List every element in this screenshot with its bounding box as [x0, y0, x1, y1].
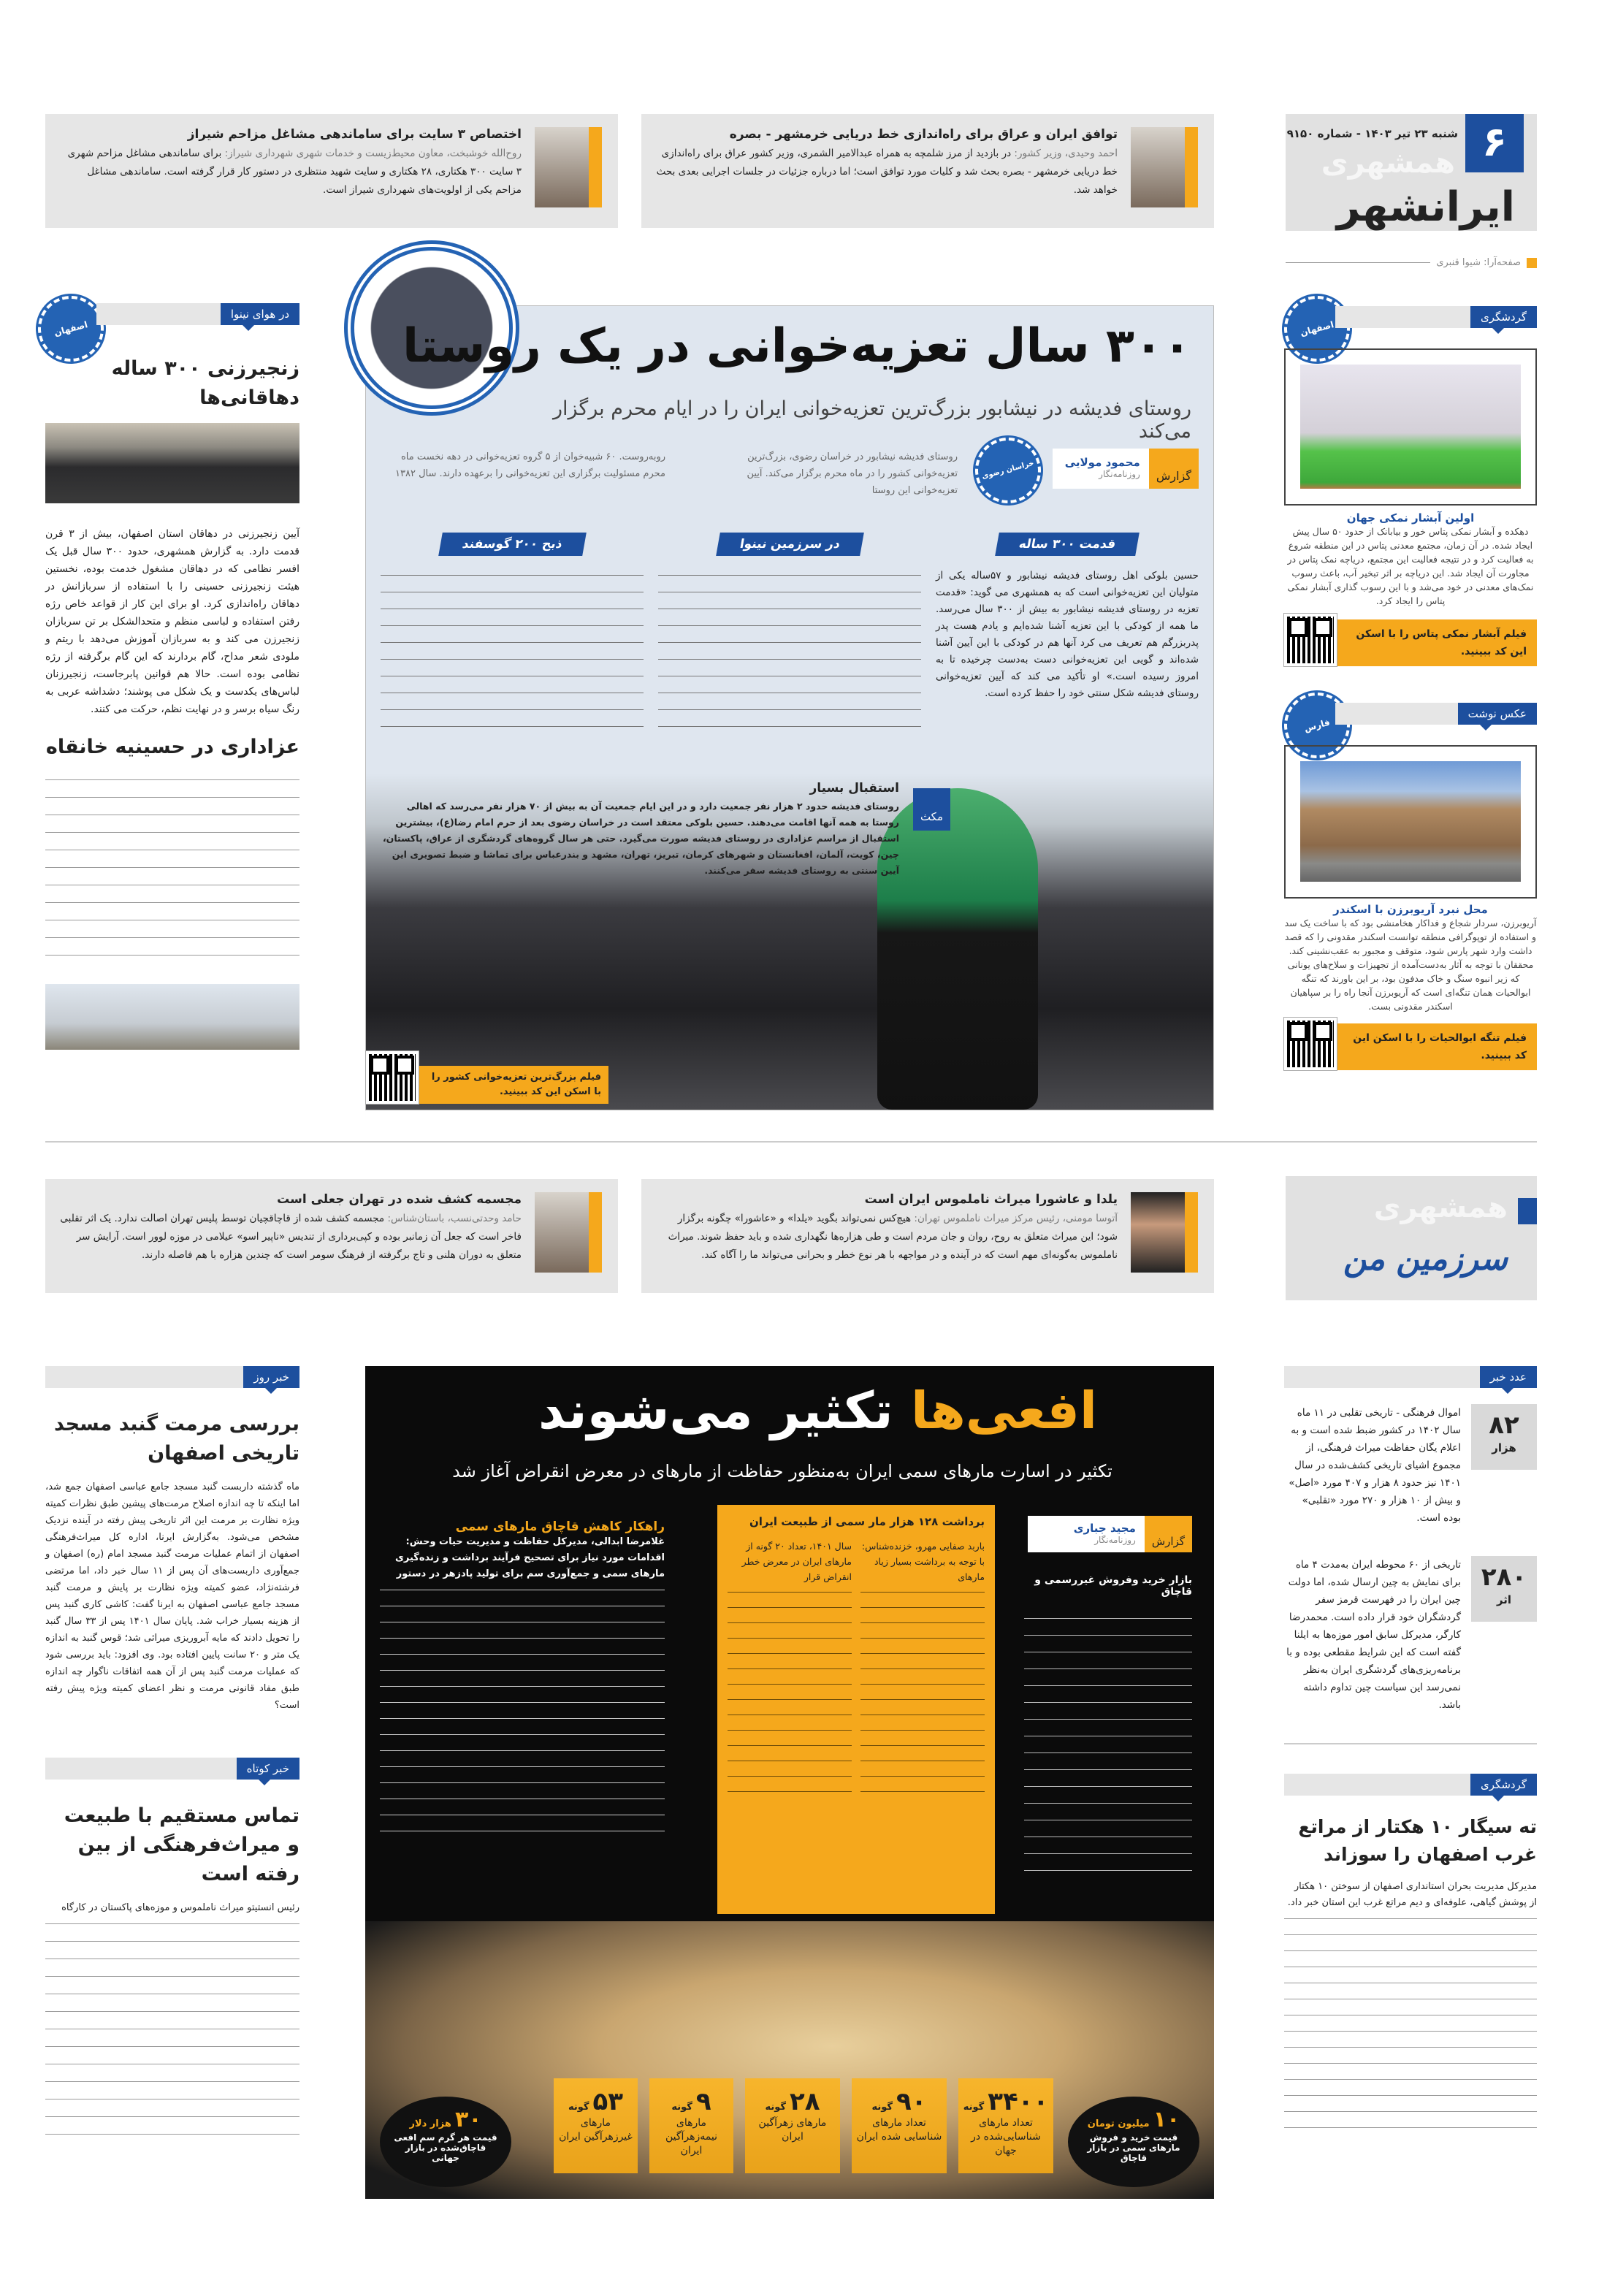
qr-caption-block [366, 1051, 608, 1104]
author-name: مجید جباری [1073, 1522, 1136, 1535]
section-body [658, 568, 921, 736]
main-headline: ۳۰۰ سال تعزیه‌خوانی در یک روستا [402, 319, 1191, 373]
sidebar-box [381, 781, 950, 879]
intro-text-2: روبه‌روست. ۶۰ شبیه‌خوان از ۵ گروه تعزیه‌خوانی در دهه نخست ماه محرم مسئولیت برگزاری این تعزیه‌خوانی را برعهده دارند. سال ۱۳۸۲ [395, 451, 665, 479]
stat-value: ۹ [695, 2087, 711, 2116]
section-heading: در سرزمین نینوا [716, 533, 864, 556]
quote-box-vahdati [45, 1179, 618, 1293]
box-title: برداشت ۱۲۸ هزار مار سمی از طبیعت ایران [749, 1515, 985, 1528]
issue-date: شنبه ۲۳ تیر ۱۴۰۳ - شماره ۹۱۵۰ [1286, 127, 1458, 140]
section-tag-bar [1335, 703, 1537, 725]
section-body [381, 568, 644, 736]
layout-credit-text: صفحه‌آرا: شیوا قنبری [1436, 257, 1521, 268]
page-divider [45, 1141, 1537, 1143]
stat-box [649, 2078, 733, 2173]
number-value: ۲۸۰ [1481, 1563, 1527, 1592]
section-tag-bar [1335, 306, 1537, 328]
report-tag: گزارش [1149, 449, 1199, 489]
section-tag: عکس نوشت [1458, 703, 1537, 725]
quote-title: اختصاص ۳ سایت برای ساماندهی مشاغل مزاحم شیراز [187, 127, 522, 142]
article-title: ته سیگار ۱۰ هکتار از مراتع غرب اصفهان را سوزاند [1298, 1816, 1537, 1865]
quote-box-vahidi [641, 114, 1214, 228]
article-title: بررسی مرمت گنبد مسجد تاریخی اصفهان [54, 1413, 299, 1465]
stat-label: مارهای غیرزهرآگین ایران [559, 2117, 633, 2143]
section-tag: عدد خبر [1480, 1366, 1537, 1388]
number-unit: اثر [1496, 1593, 1512, 1606]
section-nineveh [658, 533, 921, 736]
right-column-2 [1284, 1366, 1537, 2130]
section-tag: در هوای نینوا [221, 303, 299, 325]
price-unit: هزار دلار [409, 2118, 451, 2129]
headline-accent: افعی‌ها [911, 1381, 1097, 1441]
section-tag: گردشگری [1470, 1774, 1537, 1796]
quote-source: حامد وحدتی‌نسب، باستان‌شناس: [387, 1213, 522, 1224]
quote-source: آتوسا مومنی، رئیس مرکز میراث ناملموس تهران: [914, 1213, 1118, 1224]
paper-logo: همشهری [1373, 1191, 1508, 1224]
stat-label: تعداد مارهای شناسایی‌شده در جهان [971, 2117, 1041, 2156]
quote-title: توافق ایران و عراق برای راه‌اندازی خط دریایی خرمشهر - بصره [729, 127, 1118, 142]
stat-label: مارهای زهرآگین ایران [758, 2117, 827, 2143]
article-body: مدیرکل مدیریت بحران استانداری اصفهان از سوختن ۱۰ هکتار از پوشش گیاهی، علوفه‌ای و دیم مراتع غرب این استان خبر داد. [1287, 1881, 1537, 1908]
masthead [1286, 114, 1537, 231]
stat-value: ۹۰ [896, 2087, 927, 2116]
quote-title: یلدا و عاشورا میراث ناملموس ایران است [864, 1192, 1118, 1207]
portrait-photo [535, 1192, 602, 1273]
province-stamp: اصفهان [31, 289, 111, 369]
article-body-2 [45, 772, 299, 969]
qr-caption: فیلم آبشار نمکی پتاس را با اسکن این کد ببینید. [1337, 619, 1537, 666]
stats-row [554, 2078, 1053, 2173]
box-text: روستای فدیشه حدود ۲ هزار نفر جمعیت دارد و در این ایام جمعیت آن به بیش از ۷۰ هزار نفر می‌رسد که اهالی روستا به همه آنها اقامت می‌دهند. حسین بلوکی معتقد است در خراسان رضوی بعد از حرم امام رضا(ع)، بیشترین استقبال از مراسم عزاداری در روستای فدیشه صورت می‌گیرد. حتی هر سال گروه‌های گردشگری از عراق، پاکستان، چین، کویت، آلمان، افغانستان و شهرهای کرمان، تبریز، تهران، مشهد و بندرعباس برای تماشا و ضبط تصویری این آیین سنتی به روستای فدیشه سفر می‌کنند. [382, 801, 899, 876]
lead-body [1024, 1611, 1192, 1874]
photo-frame [1284, 745, 1537, 899]
paper-logo: همشهری [1321, 146, 1455, 180]
brand-mark [1518, 1198, 1537, 1224]
quote-text: برای ساماندهی مشاغل مزاحم شهری ۳ سایت ۳۰۰ هکتاری، ۲۸ هکتاری و سایت شهید منتظری در دستور کار قرار گرفته است. ساماندهی مشاغل مزاحم یکی از اولویت‌های شهرداری شیراز است. [67, 148, 522, 196]
salt-waterfall-photo [1300, 365, 1521, 489]
section-tag: خبر کوتاه [237, 1758, 299, 1780]
section-tag-bar [45, 1366, 299, 1388]
section-tag-bar [45, 1758, 299, 1780]
quote-source: احمد وحیدی، وزیر کشور: [1014, 148, 1118, 159]
article-body-continued [1284, 1911, 1537, 2130]
qr-code[interactable] [366, 1051, 419, 1104]
number-box [1471, 1556, 1537, 1622]
section-heading: قدمت ۳۰۰ ساله [995, 533, 1140, 556]
qr-caption: فیلم بزرگ‌ترین تعزیه‌خوانی کشور را با اسکن این کد ببینید. [419, 1066, 608, 1104]
mountain-pass-photo [1300, 761, 1521, 882]
byline [1053, 449, 1199, 489]
section-tag-bar [1284, 1774, 1537, 1796]
section-logo: ایرانشهر [1336, 183, 1515, 231]
left-column-1 [45, 303, 299, 1050]
article-body: آریوبرزن، سردار شجاع و فداکار هخامنشی بود که با ساخت یک سد و استفاده از توپوگرافی منطقه توانست اسکندر مقدونی را که قصد داشت وارد شهر پارس شود، متوقف و مجبور به عقب‌نشینی کند. محققان با توجه به آثار به‌دست‌آمده از تجهیزات و سلاح‌های یونانی که زیر انبوه سنگ و خاک مدفون بود، بر این باورند که تنگه ابوالحیات همان تنگه‌ای است که آریوبرزن آنجا راه را بر سپاهیان اسکندر مقدونی بست. [1284, 918, 1537, 1012]
quote-text: مجسمه کشف شده از قاچاقچیان توسط پلیس تهران اصالت ندارد. یک اثر تقلبی فاخر است که جعل آن زمانبر بوده و کپی‌برداری از تندیس «ناپیر اسو» عیلامی در موزه لوور است. آرایش سر متعلق به دوران هلنی و تاج برگرفته از فرهنگ سومر است که چندین هزاره با هم فاصله دارند. [60, 1213, 522, 1261]
section-tag-bar [1284, 1366, 1537, 1388]
article-body-continued [45, 1916, 299, 2135]
main-subtitle: روستای فدیشه در نیشابور بزرگ‌ترین تعزیه‌خوانی ایران را در ایام محرم برگزار می‌کند [552, 397, 1191, 443]
section-tag: خبر روز [243, 1366, 299, 1388]
flags-photo [45, 984, 299, 1050]
number-text: اموال فرهنگی - تاریخی تقلبی در ۱۱ ماه سال ۱۴۰۲ در کشور ضبط شده است و به اعلام یگان حفاظت میراث فرهنگی، از مجموع اشیای تاریخی کشف‌شده در سال ۱۴۰۱ نیز حدود ۸ هزار و ۴۰۷ مورد «اصل» و بیش از ۱۰ هزار و ۲۷۰ مورد «تقلبی» بوده است. [1289, 1407, 1461, 1524]
qr-caption-block [1284, 614, 1537, 666]
qr-caption: فیلم تنگه ابوالحیات را با اسکن این کد ببینید. [1337, 1023, 1537, 1070]
quote-box-momeni [641, 1179, 1214, 1293]
box-col-2: سال ۱۴۰۱، تعداد ۲۰ گونه از مارهای ایران در معرض خطر انقراض قرار [741, 1541, 852, 1582]
snake-subtitle: تکثیر در اسارت مارهای سمی ایران به‌منظور حفاظت از مارهای در معرض انقراض آغاز شد [452, 1461, 1112, 1481]
stat-unit: گونه [568, 2102, 589, 2113]
section-body: حسین بلوکی اهل روستای فدیشه نیشابور و ۵۷ساله یکی از متولیان این تعزیه‌خوانی است که به همشهری می گوید: «قدمت تعزیه در روستای فدیشه نیشابور به بیش از ۳۰۰ سال می‌رسد. ما همه از کودکی با این تعزیه آشنا شده‌ایم و یادم هست پدر پدربزرگم هم تعریف می کرد آنها هم در کودکی با این آیین آشنا شده‌اند و گویی این تعزیه‌خوانی دست به‌دست چرخیده تا به امروز رسیده است.» او تأکید می کند که آیین تعزیه‌خوانی روستای فدیشه شکل سنتی خود را حفظ کرده است. [936, 570, 1199, 699]
photo-frame [1284, 348, 1537, 506]
article-title: اولین آبشار نمکی جهان [1346, 511, 1475, 525]
byline [1028, 1516, 1192, 1552]
quote-text: هیچ‌کس نمی‌تواند بگوید «یلدا» و «عاشورا» چگونه برگزار شود؛ این میراث متعلق به روح، روان و جان مردم است و طی هزاره‌ها نگهداری شده و باید حفظ شوند. میراث ناملموس به‌گونه‌ای مهم است که در آینده و در مواجهه با هر نوع خطر و بحرانی می‌تواند ما را آگاه کند. [668, 1213, 1118, 1261]
number-text: تاریخی از ۶۰ محوطه ایران به‌مدت ۴ ماه برای نمایش به چین ارسال شده، اما دولت چین ایران را در فهرست قرمز سفر گردشگران خود قرار داده است. محمدرضا کارگر، مدیرکل سابق امور موزه‌ها به ایلنا گفته است که این شرایط مقطعی بوده و با برنامه‌ریزی‌های گردشگری ایران به‌نظر نمی‌رسد این سیاست چین تداوم داشته باشد. [1286, 1559, 1461, 1711]
stat-box [958, 2078, 1053, 2173]
divider [1286, 262, 1430, 263]
procession-photo [45, 423, 299, 503]
stat-value: ۲۸ [790, 2087, 820, 2116]
snake-story [365, 1366, 1214, 2199]
number-box [1471, 1404, 1537, 1470]
section-logo: سرزمین من [1343, 1240, 1508, 1278]
stat-box [554, 2078, 638, 2173]
page-number: ۶ [1465, 114, 1524, 172]
article-title-2: عزاداری در حسینیه خانقاه [45, 736, 299, 758]
author-role: روزنامه‌نگار [1094, 1535, 1136, 1545]
side-text: غلامرضا ابدالی، مدیرکل حفاظت و مدیریت حیات وحش: اقدامات مورد نیاز برای تصحیح فرآیند برداشت و زنده‌گیری مارهای سمی و جمع‌آوری سم برای تولید پادزهر در دستور [394, 1536, 665, 1579]
stat-unit: گونه [765, 2102, 786, 2113]
quote-box-khoshbakht [45, 114, 618, 228]
article-body: ماه گذشته داربست گنبد مسجد جامع عباسی اصفهان جمع شد، اما اینکه تا چه اندازه اصلاح مرمت‌های پیشین طبق نظرات کمیته ویژه نظارت بر مرمت این اثر تاریخی پیش رفته در آینده نزدیک مشخص می‌شود. به‌گزارش ایرنا، اداره کل میراث‌فرهنگی اصفهان از اتمام عملیات مرمت گنبد مسجد امام (ره) اصفهان و جمع‌آوری داربست‌های آن پس از ۱۱ سال خبر داد، اما مرتضی فرشته‌نژاد، عضو کمیته ویژه نظارت بر پایش و مرمت گنبد مسجد جامع عباسی اصفهان به ایرنا گفت: کاشی کاری گنبد پس از هزینه بسیار خراب شد. پایان سال ۱۴۰۱ پس از ۳۳ سال گنبد را تحویل دادند که مایه آبروریزی میراثی شد؛ قوس گنبد به اندازه یک متر و ۲۰ سانت پایین افتاده بود. وی افزود: باید بررسی شود که عملیات مرمت گنبد پس از آن همه اتفاقات ناگوار چه اندازه طبق مفاد قانونی مرمت و نظر اعضای کمیته ویژه پیش رفته است؟ [45, 1481, 299, 1711]
province-stamp: فارس [1277, 685, 1357, 766]
author-role: روزنامه‌نگار [1099, 469, 1140, 479]
right-column-1 [1284, 303, 1537, 1070]
masthead-2 [1286, 1176, 1537, 1300]
yellow-box [717, 1505, 995, 1914]
left-column-2 [45, 1366, 299, 2135]
price-value: ۳۰ [454, 2107, 482, 2132]
price-unit: میلیون تومان [1087, 2118, 1150, 2129]
section-old-300 [936, 533, 1199, 702]
box-title: استقبال بسیار [809, 781, 899, 796]
side-article [380, 1519, 665, 1845]
stat-label: مارهای نیمه‌زهرآگین ایران [665, 2117, 718, 2156]
main-story [365, 305, 1214, 1110]
quote-text: در بازدید از مرز شلمچه به همراه عبدالامیر الشمری، وزیر کشور عراق برای راه‌اندازی خط دریایی خرمشهر - بصره بحث شد و کلیات مورد توافق است؛ اما درباره جزئیات در جلسات اجرایی بعدی بحث خواهد شد. [656, 148, 1118, 196]
article-title: محل نبرد آریوبرزن با اسکندر [1333, 903, 1488, 916]
province-stamp: اصفهان [1277, 289, 1357, 369]
side-title: راهکار کاهش قاچاق مارهای سمی [455, 1519, 665, 1534]
article-body: رئیس انستیتو میراث ناملموس و موزه‌های پاکستان در کارگاه [61, 1902, 299, 1913]
qr-caption-block [1284, 1018, 1537, 1070]
price-badge [1068, 2097, 1199, 2187]
province-stamp: خراسان رضوی [968, 430, 1048, 511]
section-tag-bar [96, 303, 299, 325]
layout-credit [1286, 257, 1537, 268]
quote-source: روح‌الله خوشبخت، معاون محیط‌زیست و خدمات شهری شهرداری شیراز: [224, 148, 522, 159]
credit-mark [1527, 258, 1537, 268]
stat-unit: گونه [963, 2102, 985, 2113]
price-badge-2 [380, 2097, 511, 2187]
price-label: قیمت خرید و فروش مارهای سمی در بازار قاچاق [1087, 2132, 1180, 2163]
stat-unit: گونه [871, 2102, 893, 2113]
article-title: زنجیرزنی ۳۰۰ ساله دهاقانی‌ها [111, 357, 299, 409]
stat-box [852, 2078, 947, 2173]
qr-code[interactable] [1284, 1018, 1337, 1070]
quote-title: مجسمه کشف شده در تهران جعلی است [277, 1192, 522, 1207]
article-body: دهکده و آبشار نمکی پتاس خور و بیابانک از حدود ۵۰ سال پیش ایجاد شده. در آن زمان، مجتمع معدنی پتاس در این منطقه شروع به فعالیت کرد و در نتیجه فعالیت این مجتمع، دریاچه نمک پتاس در مجاورت آن ایجاد شد. این دریاچه بر اثر تبخیر آب، باعث رسوب نمک‌های معدنی در خود می‌شد و با این رسوب گذاری آبشار نمکی پتاس را ایجاد کرد. [1287, 526, 1534, 606]
lead-text: بازار خرید وفروش غیررسمی و قاچاق [1034, 1574, 1192, 1598]
report-tag: گزارش [1145, 1516, 1192, 1552]
qr-code[interactable] [1284, 614, 1337, 666]
portrait-photo [535, 127, 602, 207]
stat-box [745, 2078, 840, 2173]
stat-label: تعداد مارهای شناسایی شده ایران [856, 2117, 942, 2143]
stat-value: ۵۳ [592, 2087, 624, 2116]
author-name: محمود مولایی [1064, 456, 1140, 469]
snake-headline [538, 1381, 1097, 1441]
section-tag: گردشگری [1470, 306, 1537, 328]
portrait-photo [1131, 1192, 1198, 1273]
headline-rest: تکثیر می‌شوند [538, 1381, 893, 1441]
stat-value: ۳۴۰۰ [988, 2087, 1049, 2116]
intro-text: روستای فدیشه نیشابور در خراسان رضوی، بزرگ‌ترین تعزیه‌خوانی کشور را در ماه محرم برگزار می‌کند. آیین تعزیه‌خوانی این روستا [747, 451, 958, 496]
box-tag: مکث [913, 788, 950, 831]
section-sheep [381, 533, 644, 736]
price-label: قیمت هر گرم سم افعی قاچاق‌شده در بازار جهانی [394, 2132, 497, 2163]
number-value: ۸۲ [1489, 1411, 1519, 1440]
article-body: آیین زنجیرزنی در دهاقان استان اصفهان، بیش از ۳ قرن قدمت دارد. به گزارش همشهری، حدود ۳۰۰ سال قبل یک افسر نظامی که در دهاقان مشغول خدمت بوده، نخستین هیئت زنجیرزنی حسینی را با استفاده از سربازانش در دهاقان راه‌اندازی کرد. او برای این کار از قواعد خاص رژه رفتن استفاده و لباسی منظم و متحدالشکل بر تن سربازان زنجیرزن می کند و به سربازان آموزش می‌دهد با ریتم و ملودی شعر مداح، گام بردارند که این گام برگرفته از رژه نظامی بوده است. حالا هم قوانین پابرجاست، زنجیرزنان لباس‌های یکدست و یک شکل می پوشند؛ دشداشه عربی به رنگ سیاه برسر و در نهایت نظم، حرکت می کنند. [45, 528, 299, 715]
article-title: تماس مستقیم با طبیعت و میراث‌فرهنگی از بین رفته است [64, 1804, 299, 1885]
portrait-photo [1131, 127, 1198, 207]
stat-unit: گونه [671, 2102, 692, 2113]
number-unit: هزار [1492, 1441, 1516, 1454]
section-heading: ذبح ۲۰۰ گوسفند [438, 533, 586, 556]
box-col-1: باربد صفایی مهرو، خزنده‌شناس: با توجه به برداشت بسیار زیاد مارهای [861, 1541, 985, 1582]
price-value: ۱۰ [1153, 2107, 1180, 2132]
